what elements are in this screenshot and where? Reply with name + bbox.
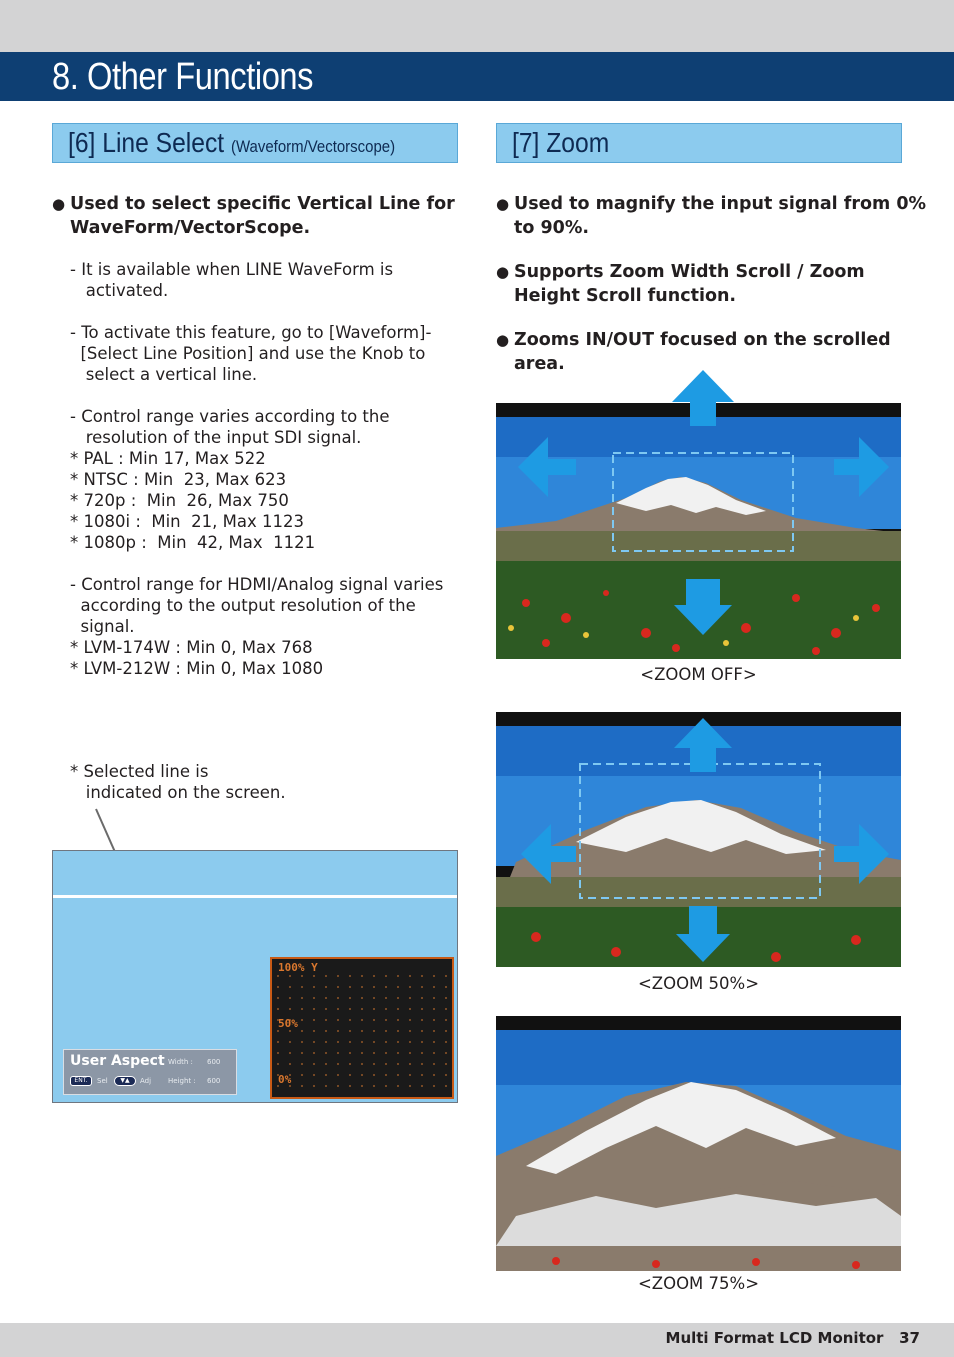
waveform-label-0: 0%	[278, 1073, 292, 1086]
title-bar	[0, 52, 954, 101]
osd-adj-key: ▼▲	[114, 1076, 136, 1086]
zoom-off-caption: <ZOOM OFF>	[640, 665, 757, 684]
footer-bar	[0, 1323, 954, 1357]
osd-height-value: 600	[207, 1077, 221, 1085]
zoom-bullet-3: ● Zooms IN/OUT focused on the scrolled area.	[496, 330, 891, 374]
line-select-title: [6] Line Select	[68, 127, 225, 158]
line-select-bullet: ● Used to select specific Vertical Line for WaveForm/VectorScope.	[52, 194, 455, 238]
footer-page-number: 37	[899, 1329, 920, 1347]
footer-product: Multi Format LCD Monitor	[665, 1329, 884, 1347]
page-title: 8. Other Functions	[52, 56, 314, 98]
zoom-title: [7] Zoom	[512, 127, 610, 158]
osd-sel-label: Sel	[97, 1077, 108, 1085]
waveform-label-50: 50%	[278, 1017, 298, 1030]
bullet-dot-icon: ●	[496, 263, 510, 281]
arrow-up-icon	[672, 370, 734, 426]
zoom-75-caption: <ZOOM 75%>	[637, 1274, 760, 1293]
zoom-bullet-1: ● Used to magnify the input signal from 0% to 90%.	[496, 194, 927, 238]
line-select-subtitle: (Waveform/Vectorscope)	[231, 137, 396, 156]
line-select-heading	[52, 123, 458, 163]
zoom-75-photo	[496, 1016, 901, 1271]
mountain-landscape-image	[496, 403, 901, 659]
screen-illustration	[52, 850, 458, 1103]
osd-ent-key: ENT.	[70, 1076, 92, 1086]
waveform-grid	[272, 959, 452, 1097]
zoom-heading	[496, 123, 902, 163]
osd-width-label: Width :	[168, 1058, 193, 1066]
osd-title: User Aspect	[70, 1053, 165, 1069]
line-select-body: - It is available when LINE WaveForm is activated. - To activate this feature, go to [Waveform]- [Select Line Position] and use the Knob to select a vertical line. - Control range varies according to the resolution of the input SDI signal. * PAL : Min 17, Max 522 * NTSC : Min 23, Max 623 * 720p : Min 26, Max 750 * 1080i : Min 21, Max 1123 * 1080p : Min 42, Max 1121 - Control range for HDMI/Analog signal varies according to the output resolution of the signal. * LVM-174W : Min 0, Max 768 * LVM-212W : Min 0, Max 1080	[70, 260, 444, 678]
waveform-display	[270, 957, 454, 1099]
bullet-dot-icon: ●	[496, 195, 510, 213]
mountain-landscape-zoom50-image	[496, 712, 901, 967]
bullet-dot-icon: ●	[52, 195, 66, 213]
osd-height-label: Height :	[168, 1077, 196, 1085]
zoom-bullet-2: ● Supports Zoom Width Scroll / Zoom Height Scroll function.	[496, 262, 865, 306]
waveform-label-100: 100% Y	[278, 961, 318, 974]
zoom-off-photo	[496, 403, 901, 659]
top-band	[0, 0, 954, 52]
zoom-50-caption: <ZOOM 50%>	[637, 974, 760, 993]
selected-line-indicator	[53, 895, 457, 898]
zoom-50-photo	[496, 712, 901, 967]
selected-line-note: * Selected line is indicated on the screen.	[70, 762, 286, 802]
osd-width-value: 600	[207, 1058, 221, 1066]
user-aspect-osd	[63, 1049, 237, 1095]
bullet-dot-icon: ●	[496, 331, 510, 349]
mountain-landscape-zoom75-image	[496, 1016, 901, 1271]
osd-adj-label: Adj	[140, 1077, 152, 1085]
